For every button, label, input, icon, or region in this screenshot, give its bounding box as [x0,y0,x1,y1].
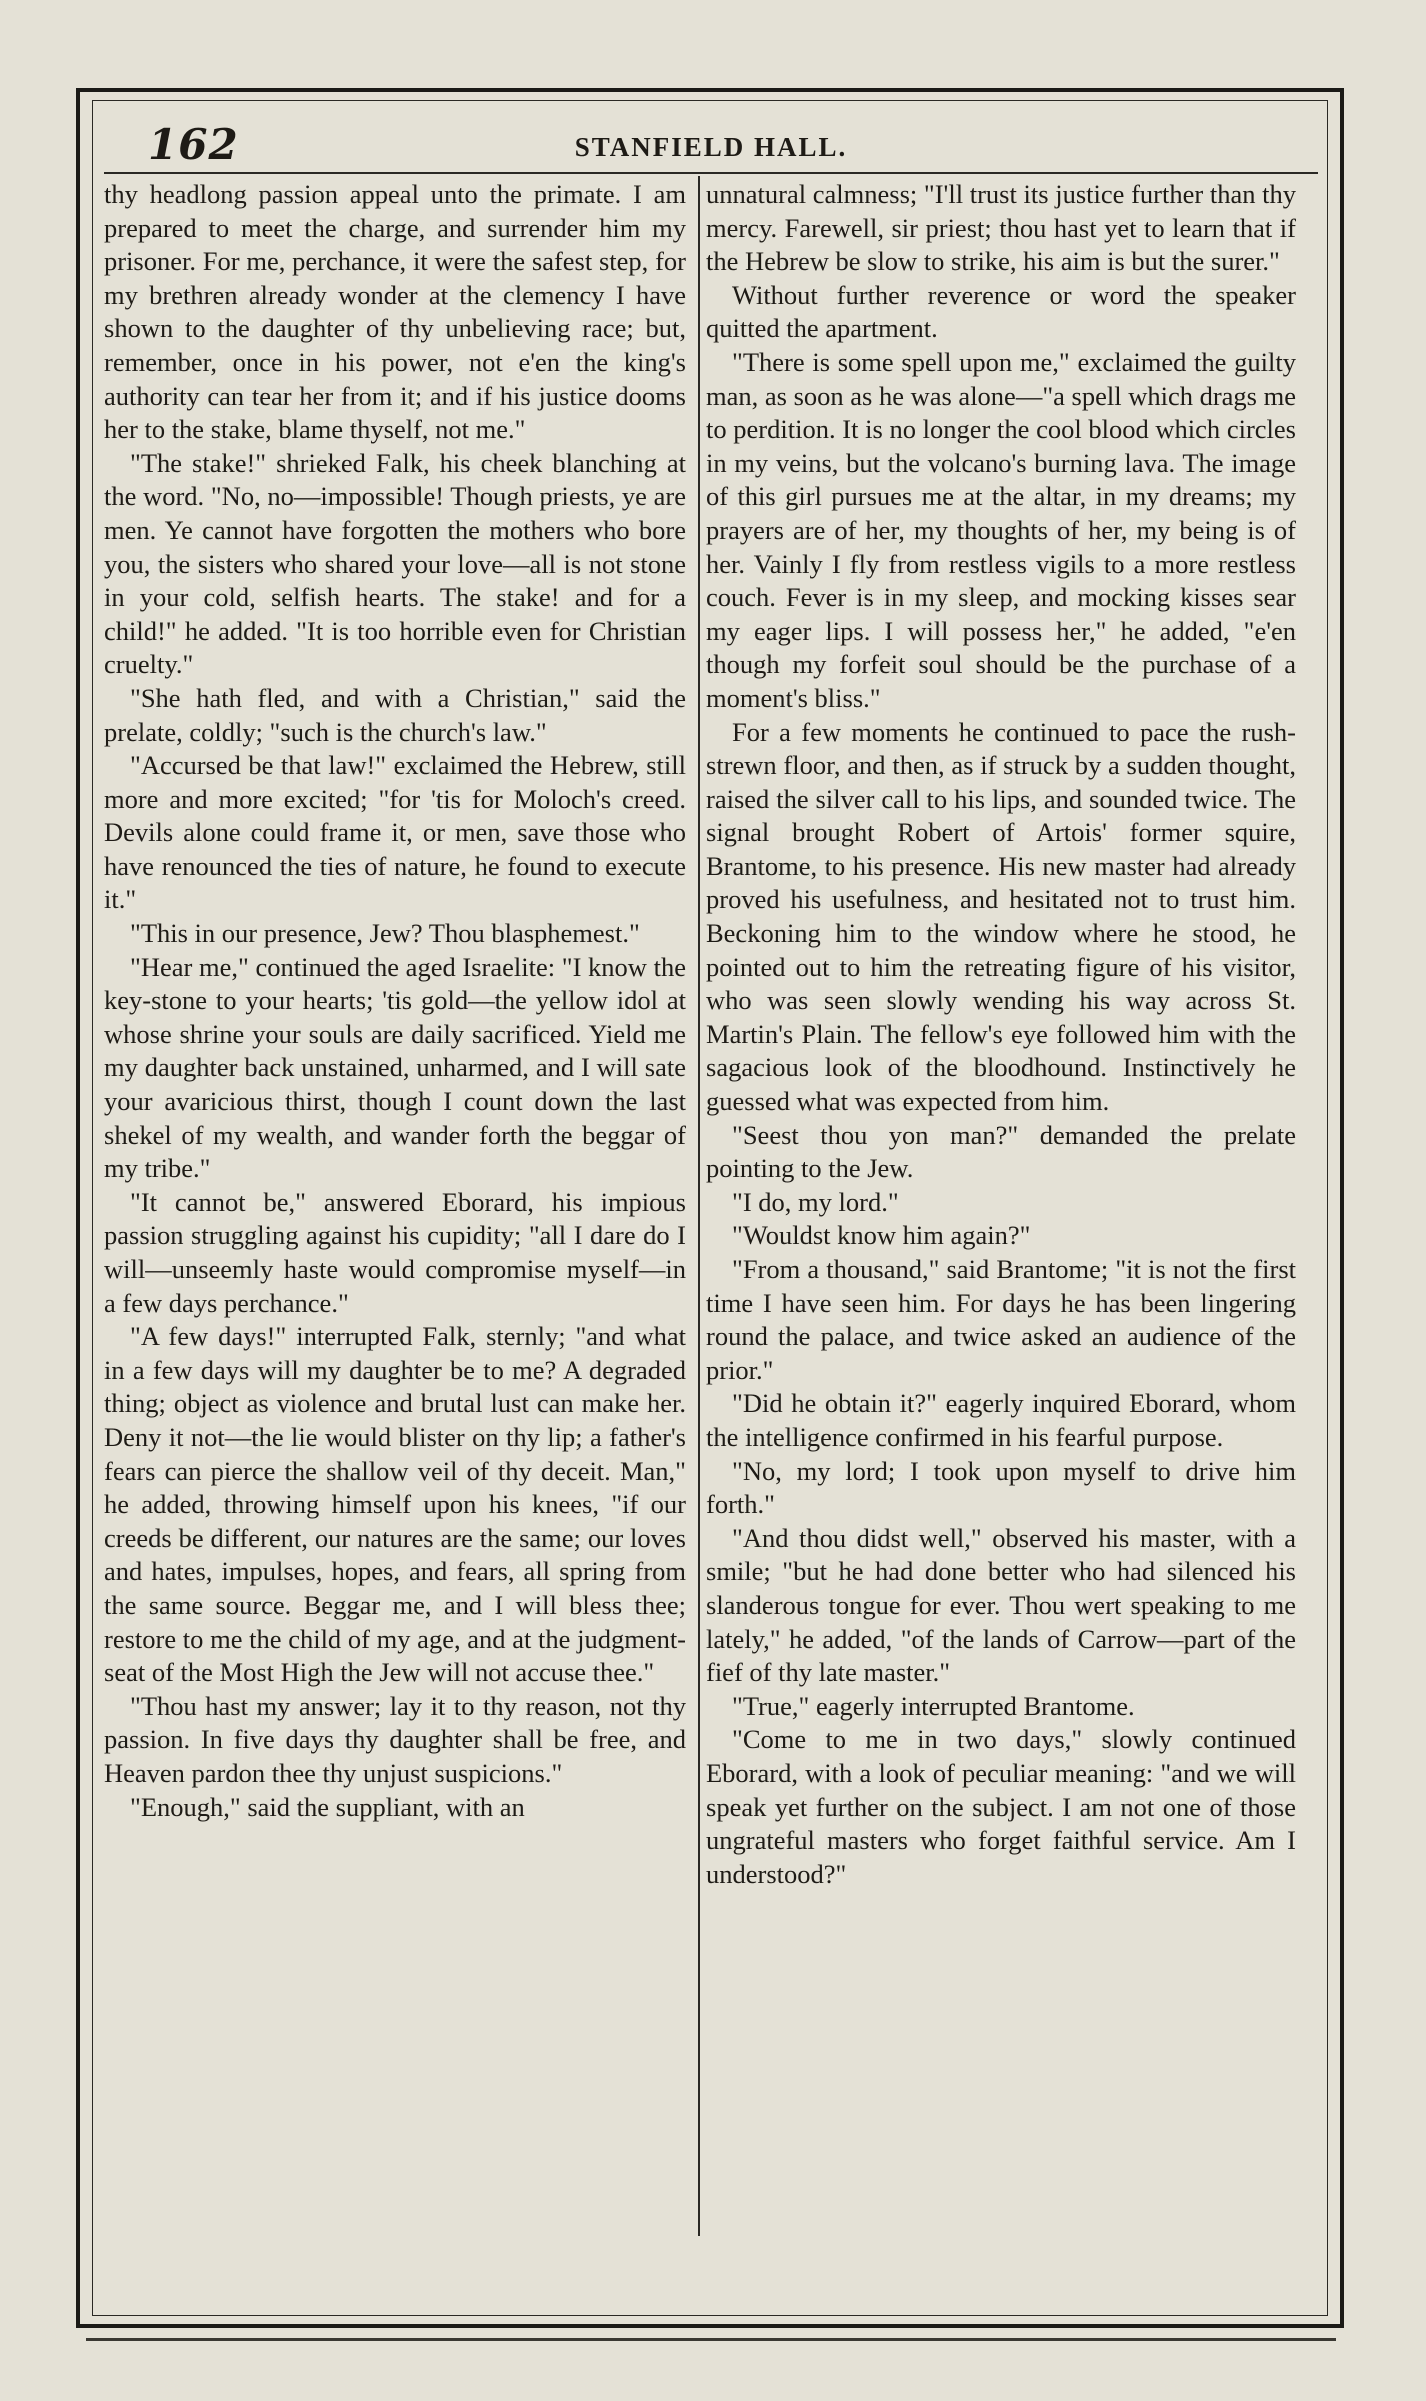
paragraph: thy headlong passion appeal unto the primate. I am prepared to meet the charge, and surrender him my prisoner. For me, perchance, it were the safest step, for my brethren already wonder at the clemency I have shown to the daughter of thy unbelieving race; but, remember, once in his power, not e'en the king's authority can tear her from it; and if his justice dooms her to the stake, blame thyself, not me." [104,179,686,445]
header-rule [104,172,1318,174]
paragraph: "And thou didst well," observed his master, with a smile; "but he had done better who had silenced his slanderous tongue for ever. Thou wert speaking to me lately," he added, "of the lands of Carrow—part of the fief of thy late master." [706,1522,1296,1688]
left-column [104,178,686,1824]
right-column [706,178,1296,1891]
bottom-rule [86,2338,1336,2341]
paragraph: "The stake!" shrieked Falk, his cheek blanching at the word. "No, no—impossible! Though priests, ye are men. Ye cannot have forgotten the mothers who bore you, the sisters who shared your love—all is not stone in your cold, selfish hearts. The stake! and for a child!" he added. "It is too horrible even for Christian cruelty." [104,447,686,680]
paragraph: "Accursed be that law!" exclaimed the Hebrew, still more and more excited; "for 'tis for Moloch's creed. Devils alone could frame it, or men, save those who have renounced the ties of nature, he found to execute it." [104,750,686,915]
column-divider [698,176,700,2236]
paragraph: "True," eagerly interrupted Brantome. [732,1690,1135,1721]
paragraph: "A few days!" interrupted Falk, sternly; "and what in a few days will my daughter be to me? A degraded thing; object as violence and brutal lust can make her. Deny it not—the lie would blister on thy lip; a father's fears can pierce the shallow veil of thy deceit. Man," he added, throwing himself upon his knees, "if our creeds be different, our natures are the same; our loves and hates, impulses, hopes, and fears, all spring from the same source. Beggar me, and I will bless thee; restore to me the child of my age, and at the judgment-seat of the Most High the Jew will not accuse thee." [104,1321,686,1688]
paragraph: "This in our presence, Jew? Thou blasphemest." [130,918,640,949]
paragraph: "It cannot be," answered Eborard, his impious passion struggling against his cupidity; "all I dare do I will—unseemly haste would compromise myself—in a few days perchance." [104,1186,686,1318]
paragraph: "No, my lord; I took upon myself to drive him forth." [706,1455,1296,1520]
running-head: STANFIELD HALL. [574,132,848,162]
paragraph: "Thou hast my answer; lay it to thy reason, not thy passion. In five days thy daughter shall be free, and Heaven pardon thee thy unjust suspicions." [104,1690,686,1788]
paragraph: "From a thousand," said Brantome; "it is not the first time I have seen him. For days he has been lingering round the palace, and twice asked an audience of the prior." [706,1254,1296,1385]
paragraph: "Come to me in two days," slowly continued Eborard, with a look of peculiar meaning: "and we will speak yet further on the subject. I am not one of those ungrateful masters who forget faithful service. Am I understood?" [706,1724,1296,1889]
paragraph: "She hath fled, and with a Christian," said the prelate, coldly; "such is the church's law." [104,682,686,747]
paragraph: unnatural calmness; "I'll trust its justice further than thy mercy. Farewell, sir priest; thou hast yet to learn that if the Hebrew be slow to strike, his aim is but the surer." [706,179,1296,277]
paragraph: "Seest thou yon man?" demanded the prelate pointing to the Jew. [706,1119,1296,1184]
paragraph: "Enough," said the suppliant, with an [130,1791,525,1822]
paragraph: For a few moments he continued to pace the rush-strewn floor, and then, as if struck by a sudden thought, raised the silver call to his lips, and sounded twice. The signal brought Robert of Artois' former squire, Brantome, to his presence. His new master had already proved his usefulness, and hesitated not to trust him. Beckoning him to the window where he stood, he pointed out to him the retreating figure of his visitor, who was seen slowly wending his way across St. Martin's Plain. The fellow's eye followed him with the sagacious look of the bloodhound. Instinctively he guessed what was expected from him. [706,716,1296,1117]
paragraph: "Did he obtain it?" eagerly inquired Eborard, whom the intelligence confirmed in his fearful purpose. [706,1388,1296,1452]
page-header [106,116,1316,176]
page-number: 162 [148,120,239,169]
paragraph: "Hear me," continued the aged Israelite: "I know the key-stone to your hearts; 'tis gold—the yellow idol at whose shrine your souls are daily sacrificed. Yield me my daughter back unstained, unharmed, and I will sate your avaricious thirst, though I count down the last shekel of my wealth, and wander forth the beggar of my tribe." [104,951,686,1184]
paragraph: "There is some spell upon me," exclaimed the guilty man, as soon as he was alone—"a spell which drags me to perdition. It is no longer the cool blood which circles in my veins, but the volcano's burning lava. The image of this girl pursues me at the altar, in my dreams; my prayers are of her, my thoughts of her, my being is of her. Vainly I fly from restless vigils to a more restless couch. Fever is in my sleep, and mocking kisses sear my eager lips. I will possess her," he added, "e'en though my forfeit soul should be the purchase of a moment's bliss." [706,346,1296,713]
paragraph: "Wouldst know him again?" [732,1220,1031,1251]
paragraph: Without further reverence or word the speaker quitted the apartment. [706,279,1296,344]
paragraph: "I do, my lord." [732,1186,899,1217]
